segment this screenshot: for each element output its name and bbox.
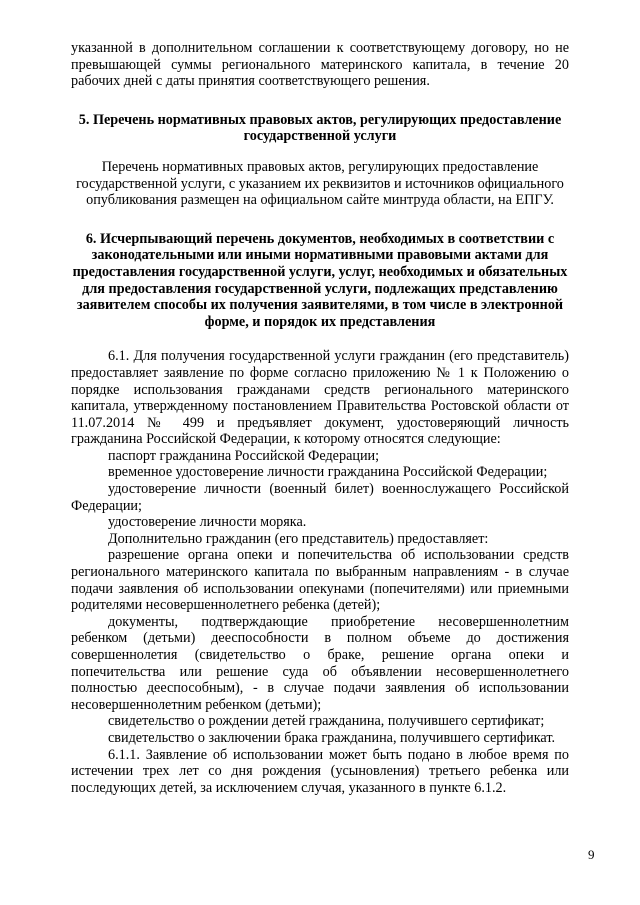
list-item-marriage-certificate: свидетельство о заключении брака гражданина, получившего сертификат. — [108, 729, 556, 746]
additional-docs-intro: Дополнительно гражданин (его представитель) предоставляет: — [108, 530, 489, 547]
section-5-text: Перечень нормативных правовых актов, регулирующих предоставление государственной услуги, с указанием их реквизитов и источников официального опубликования размещен на официальном сайте минтруда области, на ЕПГУ. — [76, 158, 564, 209]
list-item-birth-certificate: свидетельство о рождении детей гражданина, получившего сертификат; — [108, 713, 545, 730]
intro-paragraph: указанной в дополнительном соглашении к соответствующему договору, но не превышающей суммы регионального материнского капитала, в течение 20 рабочих дней с даты принятия соответствующего решения. — [71, 40, 569, 90]
list-item-military-id: удостоверение личности (военный билет) военнослужащего Российской Федерации; — [71, 481, 569, 514]
list-item-capacity-docs: документы, подтверждающие приобретение несовершеннолетним ребенком (детьми) дееспособности в полном объеме до достижения совершеннолетия (свидетельство о браке, решение органа опеки и попечительства или решение суда об объявлении несовершеннолетнего полностью дееспособным), - в случае подачи заявления об использовании несовершеннолетним ребенком (детьми); — [71, 613, 569, 713]
list-item-guardianship-permit: разрешение органа опеки и попечительства об использовании средств регионального материнского капитала по выбранным направлениям - в случае подачи заявления об использовании опекунами (попечителями) или приемными родителями несовершеннолетнего ребенка (детей); — [71, 547, 569, 614]
section-5-heading: 5. Перечень нормативных правовых актов, регулирующих предоставление государственной услуги — [78, 111, 562, 145]
paragraph-6-1-1: 6.1.1. Заявление об использовании может быть подано в любое время по истечении трех лет со дня рождения (усыновления) третьего ребенка или последующих детей, за исключением случая, указанного в пункте 6.1.2. — [71, 746, 569, 796]
section-6-heading: 6. Исчерпывающий перечень документов, необходимых в соответствии с законодательными или иными нормативными правовыми актами для предоставления государственной услуги, услуг, необходимых и обязательных для предоставления государственной услуги, подлежащих представлению заявителем способы их получения заявителями, в том числе в электронной форме, и порядок их представления — [72, 230, 568, 330]
page-content — [71, 40, 569, 796]
list-item-temporary-id: временное удостоверение личности гражданина Российской Федерации; — [108, 464, 548, 481]
paragraph-6-1: 6.1. Для получения государственной услуги гражданин (его представитель) предоставляет заявление по форме согласно приложению № 1 к Положению о порядке использования гражданами средств регионального материнского капитала, утвержденному постановлением Правительства Ростовской области от 11.07.2014 № 499 и предъявляет документ, удостоверяющий личность гражданина Российской Федерации, к которому относятся следующие: — [71, 348, 569, 448]
list-item-seaman-id: удостоверение личности моряка. — [108, 514, 307, 531]
list-item-passport: паспорт гражданина Российской Федерации; — [108, 447, 380, 464]
page-number: 9 — [588, 847, 595, 862]
